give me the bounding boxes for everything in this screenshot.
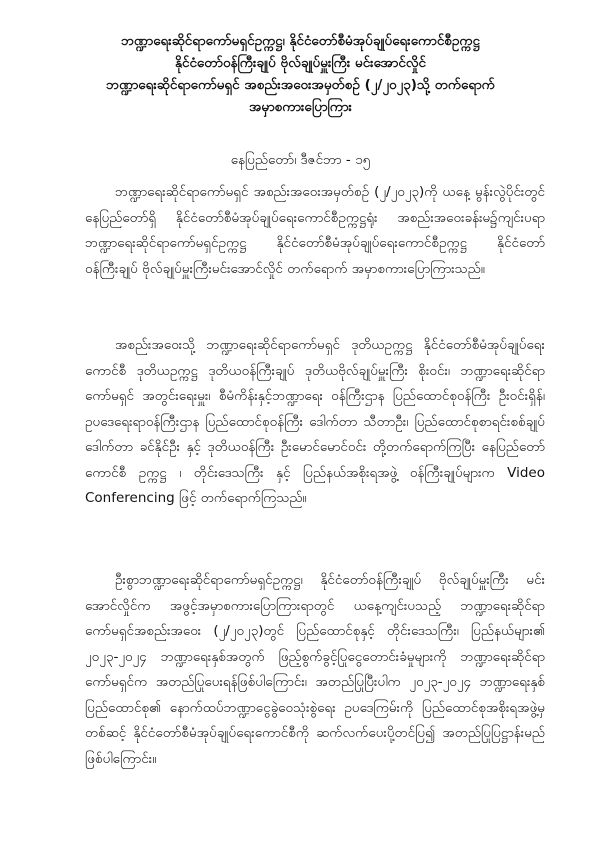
dateline: နေပြည်တော်၊ ဒီဇင်ဘာ - ၁၅ [230, 152, 371, 168]
headline [40, 30, 561, 118]
paragraph-3 [85, 568, 545, 772]
paragraph-3-text: ဦးစွာဘဏ္ဍာရေးဆိုင်ရာကော်မရှင်ဥက္ကဋ္ဌ၊ နိုင်ငံတော်ဝန်ကြီးချုပ် ဗိုလ်ချုပ်မှူးကြီး မင်းအောင်လှိုင်က အဖွင့်အမှာစကားပြောကြားရာတွင် ယနေ့ကျင်းပသည့် ဘဏ္ဍာရေးဆိုင်ရာကော်မရှင်အစည်းအဝေး (၂/၂၀၂၃)တွင် ပြည်ထောင်စုနှင့် တိုင်းဒေသကြီး၊ ပြည်နယ်များ၏ ၂၀၂၃-၂၀၂၄ ဘဏ္ဍာရေးနှစ်အတွက် ဖြည့်စွက်ခွင့်ပြုငွေတောင်းခံမှုများကို ဘဏ္ဍာရေးဆိုင်ရာကော်မရှင်က အတည်ပြုပေးရန်ဖြစ်ပါကြောင်း၊ အတည်ပြုပြီးပါက ၂၀၂၃-၂၀၂၄ ဘဏ္ဍာရေးနှစ်ပြည်ထောင်စု၏ နောက်ထပ်ဘဏ္ဍာငွေခွဲဝေသုံးစွဲရေး ဥပဒေကြမ်းကို ပြည်ထောင်စုအစိုးရအဖွဲ့မှ တစ်ဆင့် နိုင်ငံတော်စီမံအုပ်ချုပ်ရေးကောင်စီကို ဆက်လက်ပေးပို့တင်ပြ၍ အတည်ပြုပြဋ္ဌာန်းမည် ဖြစ်ပါကြောင်း။ [85, 572, 545, 767]
paragraph-1 [85, 180, 545, 282]
headline-line-2: နိုင်ငံတော်ဝန်ကြီးချုပ် ဗိုလ်ချုပ်မှူးကြီး မင်းအောင်လှိုင် [174, 55, 426, 71]
headline-line-3: ဘဏ္ဍာရေးဆိုင်ရာကော်မရှင် အစည်းအဝေးအမှတ်စဉ် (၂/၂၀၂၃)သို့ တက်ရောက် [106, 77, 495, 93]
headline-line-4: အမှာစကားပြောကြား [248, 99, 352, 115]
headline-line-1: ဘဏ္ဍာရေးဆိုင်ရာကော်မရှင်ဥက္ကဋ္ဌ၊ နိုင်ငံတော်စီမံအုပ်ချုပ်ရေးကောင်စီဥက္ကဋ္ဌ [121, 33, 480, 49]
paragraph-1-text: ဘဏ္ဍာရေးဆိုင်ရာကော်မရှင် အစည်းအဝေးအမှတ်စဉ် (၂/၂၀၂၃)ကို ယနေ့ မွန်းလွဲပိုင်းတွင် နေပြည်တော်ရှိ နိုင်ငံတော်စီမံအုပ်ချုပ်ရေးကောင်စီဥက္ကဋ္ဌရုံး အစည်းအဝေးခန်းမ၌ကျင်းပရာ ဘဏ္ဍာရေးဆိုင်ရာကော်မရှင်ဥက္ကဋ္ဌ နိုင်ငံတော်စီမံအုပ်ချုပ်ရေးကောင်စီဥက္ကဋ္ဌ နိုင်ငံတော်ဝန်ကြီးချုပ် ဗိုလ်ချုပ်မှူးကြီးမင်းအောင်လှိုင် တက်ရောက် အမှာစကားပြောကြားသည်။ [85, 184, 545, 277]
paragraph-2-text: အစည်းအဝေးသို့ ဘဏ္ဍာရေးဆိုင်ရာကော်မရှင် ဒုတိယဥက္ကဋ္ဌ နိုင်ငံတော်စီမံအုပ်ချုပ်ရေးကောင်စီ ဒုတိယဥက္ကဋ္ဌ ဒုတိယဝန်ကြီးချုပ် ဒုတိယဗိုလ်ချုပ်မှူးကြီး စိုးဝင်း၊ ဘဏ္ဍာရေးဆိုင်ရာကော်မရှင် အတွင်းရေးမှူး၊ စီမံကိန်းနှင့်ဘဏ္ဍာရေး ဝန်ကြီးဌာန ပြည်ထောင်စုဝန်ကြီး ဦးဝင်းရှိန်၊ ဥပဒေရေးရာဝန်ကြီးဌာန ပြည်ထောင်စုဝန်ကြီး ဒေါက်တာ သီတာဦး၊ ပြည်ထောင်စုစာရင်းစစ်ချုပ် ဒေါက်တာ ခင်နိုင်ဦး နှင့် ဒုတိယဝန်ကြီး ဦးမောင်မောင်ဝင်း တို့တက်ရောက်ကြပြီး နေပြည်တော်ကောင်စီ ဥက္ကဋ္ဌ ၊ တိုင်းဒေသကြီး နှင့် ပြည်နယ်အစိုးရအဖွဲ့ ဝန်ကြီးချုပ်များက Video Conferencing ဖြင့် တက်ရောက်ကြသည်။ [85, 337, 545, 506]
paragraph-2 [85, 333, 545, 512]
